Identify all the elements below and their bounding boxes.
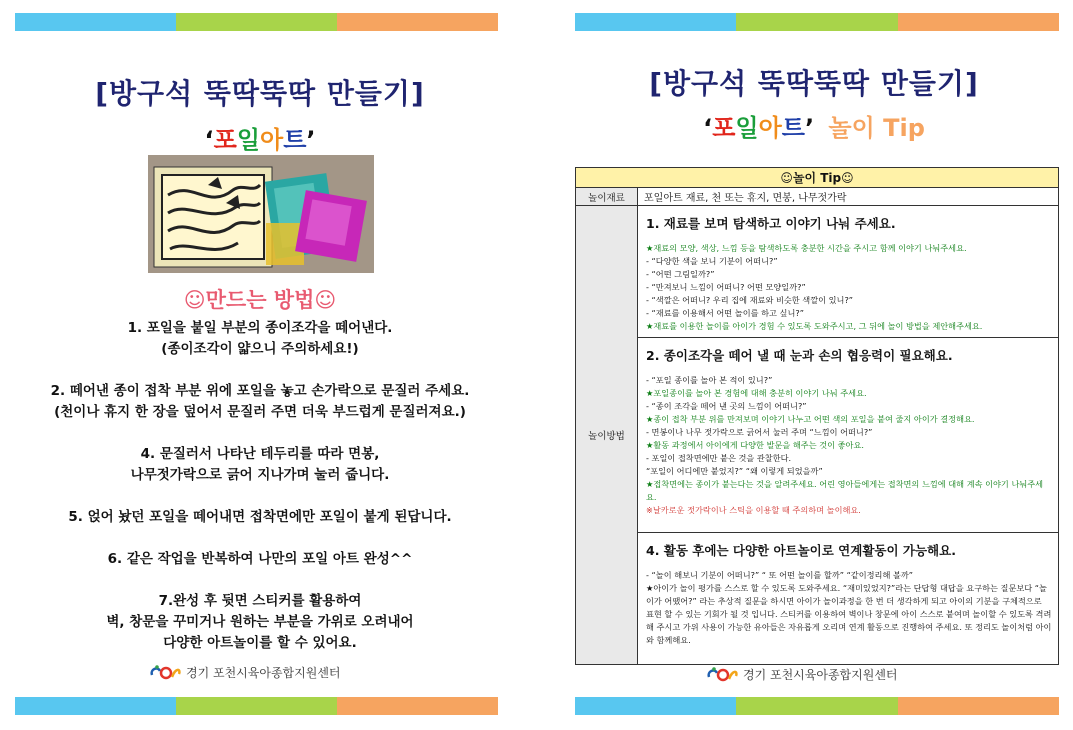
footer-text: 경기 포천시육아종합지원센터 (743, 667, 898, 682)
tip-line: ★접착면에는 종이가 붙는다는 것을 알려주세요. 어린 영아들에게는 접착면의 느낌에 대해 계속 이야기 나눠주세요. (646, 479, 1044, 502)
step-line: 2. 떼어낸 종이 접착 부분 위에 포일을 놓고 손가락으로 문질러 주세요. (50, 383, 470, 399)
step-line: 4. 문질러서 나타난 테두리를 따라 면봉, (140, 446, 380, 462)
color-bar-orange (898, 697, 1059, 715)
color-bar-orange (337, 697, 498, 715)
page-title: [방구석 뚝딱뚝딱 만들기] (95, 77, 425, 110)
tip-line: - “색깔은 어떠니? 우리 집에 재료와 비슷한 색깔이 있니?” (646, 295, 854, 305)
tip-line: ★활동 과정에서 아이에게 다양한 발문을 해주는 것이 좋아요. (646, 440, 864, 450)
color-bar-blue (575, 697, 736, 715)
tip-line: ★재료를 이용한 놀이를 아이가 경험 수 있도록 도와주시고, 그 뒤에 놀이 방법을 제안해주세요. (646, 321, 983, 331)
color-bar-orange (337, 13, 498, 31)
tip-section-heading: 2. 종이조각을 떼어 낼 때 눈과 손의 협응력이 필요해요. (646, 348, 953, 363)
tip-section-heading: 1. 재료를 보며 탐색하고 이야기 나눠 주세요. (646, 216, 896, 231)
footer-text: 경기 포천시육아종합지원센터 (186, 665, 341, 680)
tip-section-lines (644, 569, 1052, 647)
tip-line: - “재료를 이용해서 어떤 놀이를 하고 싶니?” (646, 308, 804, 318)
step-line: 1. 포일을 붙일 부분의 종이조각을 떼어낸다. (127, 320, 393, 336)
tip-line: ★종이 접착 부분 위를 만져보며 이야기 나누고 어떤 색의 포일을 붙여 줄지 아이가 결정해요. (646, 414, 975, 424)
tip-section (638, 206, 1059, 338)
method-label: 놀이방법 (576, 206, 638, 665)
materials-value: 포일아트 재료, 천 또는 휴지, 면봉, 나무젓가락 (638, 188, 1059, 206)
tip-line: “포일이 어디에만 붙었지?” “왜 이렇게 되었을까” (646, 466, 823, 476)
tip-line: ★포일종이를 놀아 본 경험에 대해 충분히 이야기 나눠 주세요. (646, 388, 867, 398)
subtitle-foil-art (0, 120, 520, 155)
step-item (0, 318, 520, 360)
tip-section-lines (644, 242, 1052, 333)
open-quote: ‘ (204, 126, 214, 154)
step-list (0, 318, 520, 675)
tip-line: ★아이가 놀이 평가를 스스로 할 수 있도록 도와주세요. “재미있었지?”라는 단답형 대답을 요구하는 질문보다 “놀이가 어땠어?” 라는 추상적 질문을 하시면 아이가 놀이과정을 한 번 더 생각하게 되고 아이의 기분을 구체적으로 표현 할 수 있는 기회가 될 것 입니다. 스티커를 이용하여 벽이나 창문에 아이 스스로 붙여며 놀이할 수 있도록 격려해 주시고 가위 사용이 가능한 유아들은 자유롭게 오리며 연계 활동으로 진행하여 주세요. 또 정리도 놀이처럼 아이와 함께해요. (646, 583, 1052, 645)
step-item (0, 549, 520, 570)
footer-center-name (705, 665, 898, 683)
bottom-color-bar (575, 697, 1059, 715)
top-color-bar (575, 13, 1059, 31)
tip-line: - 면봉이나 나무 젓가락으로 긁어서 눌러 주며 “느낌이 어떠니?” (646, 427, 873, 437)
color-bar-orange (898, 13, 1059, 31)
open-quote: ‘ (703, 114, 713, 142)
subtitle-char: 포 (712, 114, 736, 142)
step-line: 벽, 창문을 꾸미거나 원하는 부분을 가위로 오려내어 (106, 614, 414, 630)
color-bar-blue (15, 697, 176, 715)
page-title: [방구석 뚝딱뚝딱 만들기] (649, 67, 979, 100)
color-bar-green (736, 13, 897, 31)
step-item (0, 444, 520, 486)
close-quote: ’ (804, 114, 815, 142)
step-line: (종이조각이 얇으니 주의하세요!) (161, 341, 359, 357)
method-title: ☺만드는 방법☺ (183, 288, 337, 312)
color-bar-blue (575, 13, 736, 31)
step-item (0, 381, 520, 423)
color-bar-blue (15, 13, 176, 31)
tip-line: - “어떤 그림일까?” (646, 269, 715, 279)
subtitle-tip: 놀이 Tip (828, 114, 925, 142)
color-bar-green (736, 697, 897, 715)
step-line: 7.완성 후 뒷면 스티커를 활용하여 (158, 593, 362, 609)
tip-line: - “놀이 해보니 기분이 어떠니?” “ 또 어떤 놀이를 할까” “같이정리해 볼까” (646, 570, 914, 580)
subtitle-char: 아 (260, 126, 284, 154)
foil-art-illustration (148, 155, 374, 273)
left-page (0, 0, 520, 730)
foil-art-photo (148, 155, 374, 273)
subtitle-char: 아 (758, 114, 782, 142)
bottom-color-bar (15, 697, 498, 715)
step-line: 5. 얹어 놨던 포일을 떼어내면 접착면에만 포일이 붙게 된답니다. (68, 509, 452, 525)
tip-section-heading: 4. 활동 후에는 다양한 아트놀이로 연계활동이 가능해요. (646, 543, 956, 558)
subtitle-char: 일 (236, 126, 260, 154)
tip-line: - 포일이 접착면에만 붙은 것을 관찰한다. (646, 453, 792, 463)
footer-center-name (148, 663, 341, 681)
tip-line: - “종이 조각을 떼어 낸 곳의 느낌이 어떠니?” (646, 401, 807, 411)
top-color-bar (15, 13, 498, 31)
color-bar-green (176, 13, 337, 31)
tip-table-header: ☺놀이 Tip☺ (576, 168, 1059, 188)
tip-line: - “포일 종이를 놀아 본 적이 있니?” (646, 375, 773, 385)
step-line: 6. 같은 작업을 반복하여 나만의 포일 아트 완성^^ (107, 551, 413, 567)
tip-table (575, 167, 1059, 665)
tip-line: ※날카로운 젓가락이나 스틱을 이용할 때 주의하며 놀이해요. (646, 505, 861, 515)
right-page (555, 0, 1073, 730)
color-bar-green (176, 697, 337, 715)
step-item (0, 591, 520, 654)
subtitle-char: 일 (735, 114, 759, 142)
tip-line: - “다양한 색을 보니 기분이 어떠니?” (646, 256, 778, 266)
step-line: 다양한 아트놀이를 할 수 있어요. (163, 635, 357, 651)
subtitle-char: 트 (781, 114, 805, 142)
tip-section-lines (644, 374, 1052, 517)
materials-label: 놀이재료 (576, 188, 638, 206)
tip-line: ★재료의 모양, 색상, 느낌 등을 탐색하도록 충분한 시간을 주시고 함께 이야기 나눠주세요. (646, 243, 967, 253)
close-quote: ’ (306, 126, 316, 154)
step-line: (천이나 휴지 한 장을 덮어서 문질러 주면 더욱 부드럽게 문질러져요.) (54, 404, 466, 420)
subtitle-char: 트 (283, 126, 307, 154)
step-line: 나무젓가락으로 긁어 지나가며 눌러 줍니다. (130, 467, 390, 483)
tip-section (638, 533, 1059, 665)
tip-section (638, 338, 1059, 533)
subtitle-foil-art-tip (555, 108, 1073, 143)
center-logo-icon (705, 665, 739, 683)
tip-line: - “만져보니 느낌이 어떠니? 어떤 모양일까?” (646, 282, 806, 292)
subtitle-char: 포 (213, 126, 237, 154)
center-logo-icon (148, 663, 182, 681)
step-item (0, 507, 520, 528)
